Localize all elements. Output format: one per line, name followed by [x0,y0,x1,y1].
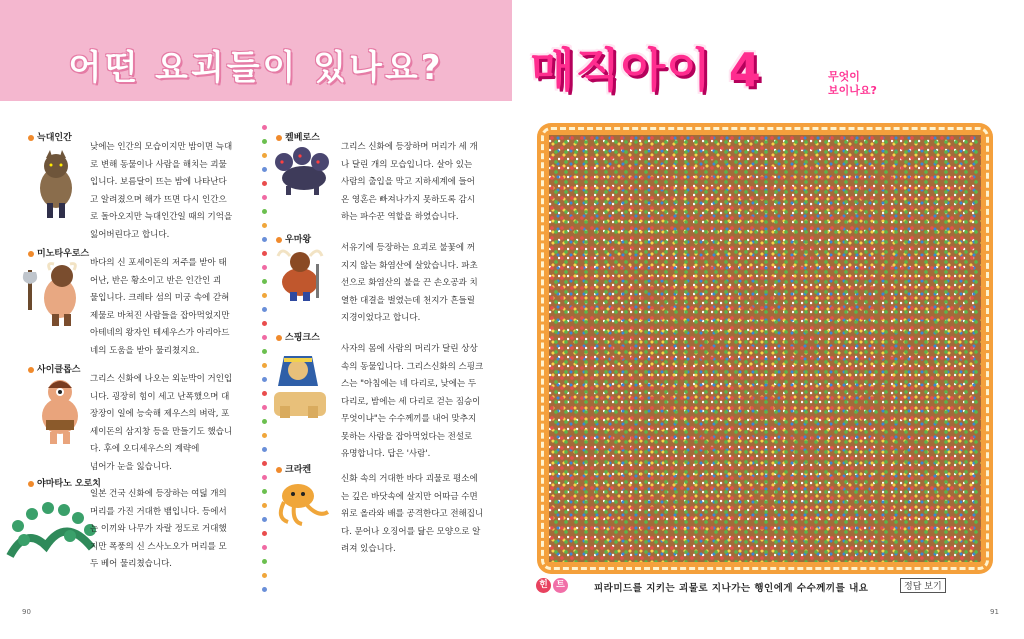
divider-dot [262,139,267,144]
divider-dot [262,265,267,270]
divider-dot [262,531,267,536]
bullet-icon [276,237,282,243]
werewolf-illustration [30,148,82,220]
entry-desc-cyclops: 그리스 신화에 나오는 외눈박이 거인입 니다. 굉장히 힘이 세고 난폭했으며 대 장장이 일에 능숙해 제우스의 벼락, 포 세이돈의 삼지창 등을 만들기도 했습니 다. 후에 오디세우스의 계략에 넘어가 눈을 잃습니다. [90,374,233,472]
hint-badge-2: 트 [553,578,568,593]
cyclops-illustration [30,376,90,446]
entry-name-werewolf: 늑대인간 [28,130,72,143]
entry-desc-cerberus: 그리스 신화에 등장하며 머리가 세 개 나 달린 개의 모습입니다. 살아 있는 사람의 출입을 막고 지하세계에 들어 온 영혼은 빠져나가지 못하도록 감시 하는 파수꾼 역할을 하였습니다. [341,142,478,222]
entry-desc-werewolf: 낮에는 인간의 모습이지만 밤이면 늑대 로 변해 동물이나 사람을 해치는 괴물 입니다. 보름달이 뜨는 밤에 나타난다 고 알려졌으며 해가 뜨면 다시 인간으 로 돌아오지만 늑대인간일 때의 기억을 잃어버린다고 합니다. [90,142,233,240]
divider-dot [262,573,267,578]
divider-dot [262,195,267,200]
divider-dot [262,293,267,298]
divider-dot [262,237,267,242]
divider-dot [262,335,267,340]
magic-eye-subtitle: 무엇이 보이나요? [828,70,877,97]
divider-dot [262,167,267,172]
bullet-icon [276,135,282,141]
bullet-icon [28,481,34,487]
divider-dot [262,447,267,452]
divider-dot [262,433,267,438]
divider-dot [262,321,267,326]
entry-name-cyclops: 사이클롭스 [28,362,80,375]
entry-desc-sphinx: 사자의 몸에 사람의 머리가 달린 상상 속의 동물입니다. 그리스신화의 스핑크 스는 "아침에는 네 다리로, 낮에는 두 다리로, 밤에는 세 다리로 걷는 짐승이 무엇이냐"는 수수께끼를 내어 맞추지 못하는 사람을 잡아먹었다는 전설로 유명합니다. 답은 '사람'. [341,344,484,459]
cerberus-illustration [270,144,332,196]
bullet-icon [276,467,282,473]
kraken-illustration [268,478,332,528]
magic-eye-title: 매직아이 4 [530,43,762,97]
bullet-icon [28,367,34,373]
bullet-icon [276,335,282,341]
bullet-icon [28,251,34,257]
divider-dot [262,489,267,494]
divider-dot [262,587,267,592]
divider-dot [262,209,267,214]
divider-dot [262,503,267,508]
stereogram-image [549,135,981,562]
divider-dot [262,559,267,564]
divider-dot [262,279,267,284]
entry-name-sphinx: 스핑크스 [276,330,320,343]
divider-dot [262,545,267,550]
entry-name-minotaur: 미노타우로스 [28,246,89,259]
page-title: 어떤 요괴들이 있나요? [68,48,444,88]
page-number-left: 90 [22,608,31,616]
entry-name-orochi: 야마타노 오로치 [28,476,101,489]
divider-dot [262,251,267,256]
divider-dot [262,153,267,158]
column-divider [263,125,265,595]
title-banner [0,0,512,101]
divider-dot [262,125,267,130]
entry-desc-minotaur: 바다의 신 포세이돈의 저주를 받아 태 어난, 반은 황소이고 반은 인간인 괴 물입니다. 크레타 섬의 미궁 속에 갇혀 제물로 바쳐진 사람들을 잡아먹었지만 아테네의 왕자인 테세우스가 아리아드 네의 도움을 받아 물리쳤지요. [90,258,230,356]
divider-dot [262,517,267,522]
orochi-illustration [6,496,98,562]
entry-name-kraken: 크라켄 [276,462,311,475]
entry-desc-bull-demon-king: 서유기에 등장하는 요괴로 불꽃에 꺼 지지 않는 화염산에 살았습니다. 파초 선으로 화염산의 불을 끈 손오공과 치 열한 대결을 벌였는데 천지가 흔들릴 지경이었다고 합니다. [341,243,478,323]
entry-name-bull-demon-king: 우마왕 [276,232,311,245]
stereogram-frame [537,123,993,574]
bull-demon-king-illustration [268,246,332,302]
bullet-icon [28,135,34,141]
hint-badge-1: 힌 [536,578,551,593]
divider-dot [262,223,267,228]
answer-tag: 정답 보기 [900,578,946,593]
entry-name-cerberus: 켈베로스 [276,130,320,143]
divider-dot [262,307,267,312]
divider-dot [262,475,267,480]
divider-dot [262,461,267,466]
hint-text: 피라미드를 지키는 괴물로 지나가는 행인에게 수수께끼를 내요 [594,583,869,594]
sphinx-illustration [266,346,332,422]
page-number-right: 91 [990,608,999,616]
minotaur-illustration [22,258,88,328]
entry-desc-orochi: 일본 건국 신화에 등장하는 여덟 개의 머리를 가진 거대한 뱀입니다. 등에서 는 이끼와 나무가 자랄 정도로 거대했 지만 폭풍의 신 스사노오가 머리를 모 두 베어 물리쳤습니다. [90,489,227,569]
divider-dot [262,181,267,186]
entry-desc-kraken: 신화 속의 거대한 바다 괴물로 평소에 는 깊은 바닷속에 살지만 어따금 수면 위로 올라와 배를 공격한다고 전해집니 다. 문어나 오징어를 닮은 모양으로 알 려져 있습니다. [341,474,484,554]
